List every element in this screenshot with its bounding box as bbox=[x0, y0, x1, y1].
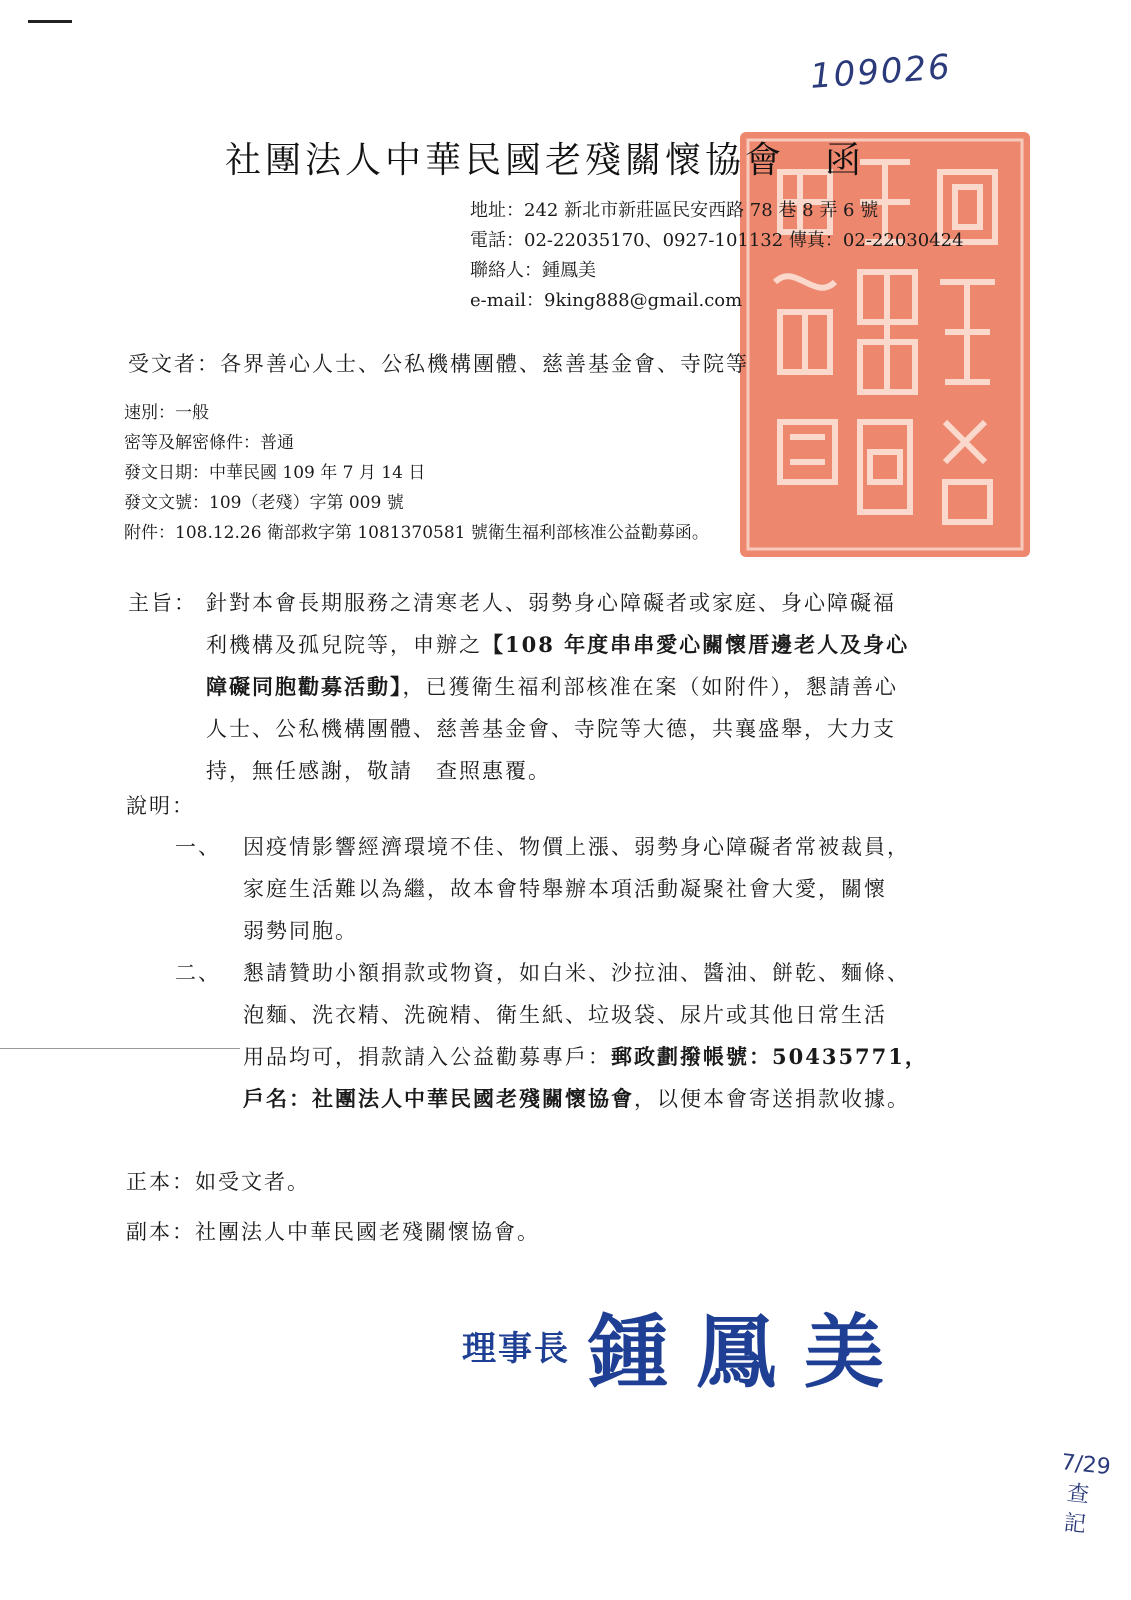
campaign-name: 障礙同胞勸募活動】 bbox=[206, 674, 403, 699]
item-line: 泡麵、洗衣精、洗碗精、衛生紙、垃圾袋、尿片或其他日常生活 bbox=[243, 1003, 887, 1027]
item-line: 因疫情影響經濟環境不佳、物價上漲、弱勢身心障礙者常被裁員， bbox=[243, 835, 910, 859]
postal-account: 郵政劃撥帳號：50435771， bbox=[611, 1044, 928, 1069]
item-line: 家庭生活難以為繼，故本會特舉辦本項活動凝聚社會大愛，關懷 bbox=[243, 877, 887, 901]
account-name: 戶名：社團法人中華民國老殘關懷協會 bbox=[243, 1086, 634, 1111]
chairperson-signature-stamp bbox=[462, 1288, 912, 1403]
item-text: ，以便本會寄送捐款收據。 bbox=[634, 1087, 910, 1111]
subject-line bbox=[128, 624, 998, 666]
subject-text: ，已獲衛生福利部核准在案（如附件），懇請善心 bbox=[402, 675, 898, 699]
handwritten-number: 109026 bbox=[808, 47, 954, 97]
subject-section bbox=[128, 582, 998, 792]
distribution-original: 正本：如受文者。 bbox=[126, 1170, 310, 1194]
contact-person: 聯絡人：鍾鳳美 bbox=[470, 260, 596, 281]
meta-speed: 速別：一般 bbox=[124, 403, 209, 423]
meta-block bbox=[124, 398, 709, 548]
doc-type: 函 bbox=[825, 140, 866, 181]
subject-line: 針對本會長期服務之清寒老人、弱勢身心障礙者或家庭、身心障礙福 bbox=[206, 591, 896, 615]
document-header bbox=[225, 132, 865, 183]
subject-line: 持，無任感謝，敬請 查照惠覆。 bbox=[206, 759, 551, 783]
item-number: 二、 bbox=[175, 961, 221, 985]
subject-line: 人士、公私機構團體、慈善基金會、寺院等大德，共襄盛舉，大力支 bbox=[206, 717, 896, 741]
subject-line bbox=[128, 666, 998, 708]
item-line bbox=[175, 1036, 995, 1078]
contact-phone: 電話：02-22035170、0927-101132 傳真：02-22030424 bbox=[470, 230, 964, 251]
signature-title: 理事長 bbox=[462, 1329, 570, 1369]
subject-text: 利機構及孤兒院等，申辦之 bbox=[206, 633, 482, 657]
meta-security: 密等及解密條件：普通 bbox=[124, 433, 294, 453]
explanation-label: 說明： bbox=[126, 794, 195, 818]
campaign-name: 【108 年度串串愛心關懷厝邊老人及身心 bbox=[482, 632, 910, 657]
explanation-item bbox=[175, 952, 995, 1120]
item-line: 懇請贊助小額捐款或物資，如白米、沙拉油、醬油、餅乾、麵條、 bbox=[243, 961, 910, 985]
subject-label: 主旨： bbox=[128, 591, 197, 615]
scan-fold-line bbox=[0, 1048, 240, 1049]
item-text: 用品均可，捐款請入公益勸募專戶： bbox=[243, 1045, 611, 1069]
contact-address: 地址：242 新北市新莊區民安西路 78 巷 8 弄 6 號 bbox=[470, 200, 879, 221]
item-number: 一、 bbox=[175, 835, 221, 859]
signature-name: 鍾鳳美 bbox=[588, 1305, 912, 1399]
contact-email: e-mail：9king888@gmail.com bbox=[470, 290, 743, 311]
distribution-copy: 副本：社團法人中華民國老殘關懷協會。 bbox=[126, 1220, 540, 1244]
item-line: 弱勢同胞。 bbox=[243, 919, 358, 943]
item-line bbox=[175, 1078, 995, 1120]
handwritten-side-note: 7/29 查記 bbox=[1059, 1450, 1112, 1538]
meta-doc-no: 發文文號：109（老殘）字第 009 號 bbox=[124, 493, 404, 513]
meta-date: 發文日期：中華民國 109 年 7 月 14 日 bbox=[124, 463, 426, 483]
explanation-item bbox=[175, 826, 995, 952]
org-name: 社團法人中華民國老殘關懷協會 bbox=[225, 140, 786, 181]
recipient: 受文者：各界善心人士、公私機構團體、慈善基金會、寺院等 bbox=[128, 352, 749, 376]
corner-mark bbox=[28, 20, 72, 23]
contact-block bbox=[470, 196, 964, 316]
meta-attachment: 附件：108.12.26 衛部救字第 1081370581 號衛生福利部核准公益勸募函。 bbox=[124, 523, 709, 543]
